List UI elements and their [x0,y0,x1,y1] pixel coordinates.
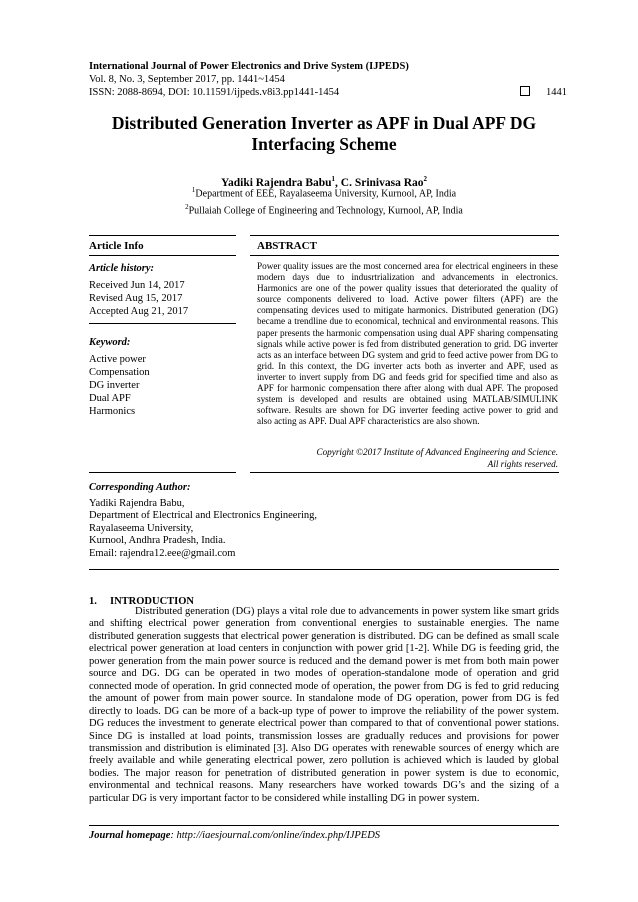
abstract-text: Power quality issues are the most concerned area for electrical engineers in these modern days due to indusrtrialization and advancements in electronics. Harmonics are one of the power quality issues that deteriorated the quality of source components delivered to load. Active power filters (APF) are the compensating devices used to mitigate harmonics. Distributed generation (DG) became a trendline due to economical, technical and environmental reasons. This paper presents the harmonic compensation using dual APF sharing compensating signals while active power is fed from distributed generation to grid. DG inverter acts as an interface between DG system and grid to feed active power from DG to grid. In this context, the DG inverter acts both as inverter and APF, used as inverter to invert supply from DG and feeds grid for specified time and also as APF for harmonic compensation there after along with dual APF. The proposed system is developed and results are obtained using MATLAB/SIMULINK software. Results are shown for DG inverter feeding active power to grid and also acting as APF. Dual APF characteristics are also shown. [257,261,558,427]
author-1: Yadiki Rajendra Babu [220,176,332,189]
section-number: 1. [89,596,97,607]
affiliation-2: $^2$Pullaiah College of Engineering and Technology, Kurnool, AP, India [185,202,463,217]
page-number-block [520,86,567,99]
accepted-date: Accepted Aug 21, 2017 [89,306,189,317]
copyright-line-1: Copyright ©2017 Institute of Advanced Engineering and Science. [316,447,558,457]
rule-corresponding-bottom [89,569,559,570]
journal-footer [89,829,380,842]
abstract-heading: ABSTRACT [257,240,317,252]
author-2: C. Srinivasa Rao [340,176,424,189]
corresponding-line: Yadiki Rajendra Babu, [89,498,185,509]
rule-keyword [89,323,236,324]
checkbox-square-icon [520,86,530,96]
corresponding-line: Department of Electrical and Electronics Engineering, [89,510,317,522]
rule-abstract-bottom [250,472,559,473]
author-sep: , [335,176,341,189]
affiliations [89,184,559,218]
copyright [257,447,558,470]
affiliation-1: $^1$Department of EEE, Rayalaseema University, Kurnool, AP, India [191,186,457,200]
corresponding-line: Rayalaseema University, [89,522,194,534]
journal-name: International Journal of Power Electronics and Drive System (IJPEDS) [89,61,409,72]
author-1-sup: 1 [331,175,336,183]
article-history [89,279,188,318]
received-date: Received Jun 14, 2017 [89,280,185,291]
rule-footer [89,825,559,826]
journal-issn: ISSN: 2088-8694, DOI: 10.11591/ijpeds.v8i3.pp1441-1454 [89,87,340,98]
journal-header [89,60,559,99]
revised-date: Revised Aug 15, 2017 [89,293,183,304]
keyword-item: DG inverter [89,380,140,391]
keyword-item: Active power [89,354,146,365]
keyword-heading: Keyword: [89,337,131,348]
journal-homepage-link[interactable]: : http://iaesjournal.com/online/index.php/IJPEDS [170,830,381,841]
keyword-list [89,353,150,418]
article-info-heading: Article Info [89,240,144,252]
footer-label: Journal homepage [89,830,171,841]
rule-article-info-bottom [89,472,236,473]
author-2-sup: 2 [423,175,428,183]
page-number: 1441 [546,87,567,98]
history-heading: Article history: [89,263,155,274]
section-title: INTRODUCTION [110,596,195,607]
journal-volume: Vol. 8, No. 3, September 2017, pp. 1441~1454 [89,74,285,85]
copyright-line-2: All rights reserved. [487,458,558,469]
keyword-item: Compensation [89,367,150,378]
keyword-item: Dual APF [89,393,131,404]
rule-abstract-sub [250,255,559,256]
rule-article-info-top [89,235,236,236]
corresponding-heading: Corresponding Author: [89,482,191,493]
rule-article-info-sub [89,255,236,256]
corresponding-author [89,498,559,560]
corresponding-line: Kurnool, Andhra Pradesh, India. [89,535,226,547]
corresponding-email: Email: rajendra12.eee@gmail.com [89,547,236,559]
paper-title: Distributed Generation Inverter as APF in Dual APF DG Interfacing Scheme [111,113,537,154]
introduction-paragraph: Distributed generation (DG) plays a vital role due to advancements in power system like smart grids and shifting electrical power generation from conventional energies to sustainable energies. The name distributed generation suggests that electrical power generation is distributed. DG can be defined as small scale electrical power generation at load centers in conjunction with power grid [1-2]. While DG is feeding grid, the power generation from the main power source is reduced and the demand power is met from both main power source and DG. DG can be operated in two modes of operation-standalone mode of operation and grid connected mode of operation. In grid connected mode of operation, the power from DG is fed to grid reducing the amount of power from main power source. In standalone mode of DG operation, power from DG is fed directly to loads. DG can be more of a back-up type of power to improve the reliability of the power system. DG reduces the investment to generate electrical power than compared to that of conventional power stations. Since DG is installed at load points, transmission losses are gradually reduces and provisions for power transmission and distribution is eliminated [3]. Also DG operates with renewable sources of energy which are freely available and while generating electrical power, zero pollution is achieved which is lauded by global bodies. The major reason for penetration of distributed generation in power system is due to economic, environmental and technical reasons. Many researchers have worked towards DG’s and the sizing of a particular DG is very important factor to be considered while installing DG in power system. [89,606,559,804]
rule-abstract-top [250,235,559,236]
keyword-item: Harmonics [89,406,136,417]
